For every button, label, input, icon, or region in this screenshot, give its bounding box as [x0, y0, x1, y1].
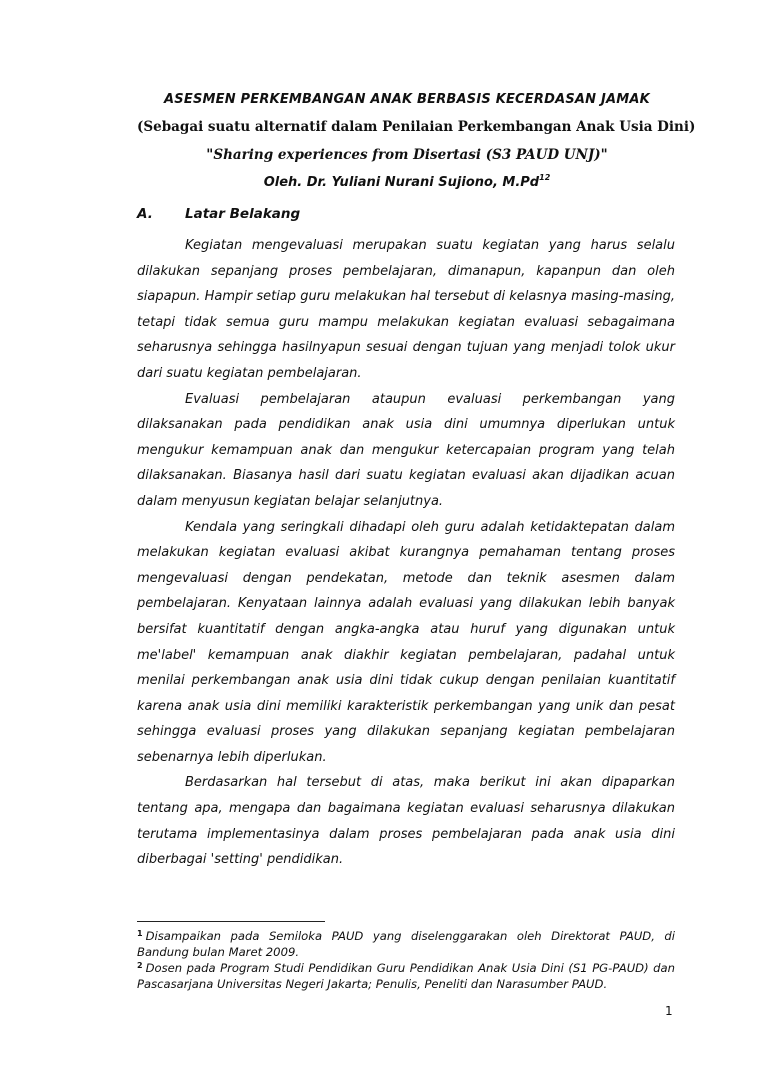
- body-text: [137, 233, 675, 873]
- paragraph: Kendala yang seringkali dihadapi oleh guru adalah ketidaktepatan dalam melakukan kegiatan evaluasi akibat kurangnya pemahaman tentang proses mengevaluasi dengan pendekatan, metode dan teknik asesmen dalam pembelajaran. Kenyataan lainnya adalah evaluasi yang dilakukan lebih banyak bersifat kuantitatif dengan angka-angka atau huruf yang digunakan untuk me'label' kemampuan anak diakhir kegiatan pembelajaran, padahal untuk menilai perkembangan anak usia dini tidak cukup dengan penilaian kuantitatif karena anak usia dini memiliki karakteristik perkembangan yang unik dan pesat sehingga evaluasi proses yang dilakukan sepanjang kegiatan pembelajaran sebenarnya lebih diperlukan.: [137, 519, 675, 765]
- footnote-mark: 1: [137, 929, 143, 938]
- section-heading: [137, 206, 300, 222]
- footnote: [137, 928, 675, 960]
- section-title: Latar Belakang: [185, 206, 301, 222]
- paragraph: Berdasarkan hal tersebut di atas, maka berikut ini akan dipaparkan tentang apa, mengapa dan bagaimana kegiatan evaluasi seharusnya dilakukan terutama implementasinya dalam proses pembelajaran pada anak usia dini diberbagai 'setting' pendidikan.: [137, 775, 675, 868]
- footnotes: [137, 928, 675, 992]
- footnote-text: Dosen pada Program Studi Pendidikan Guru Pendidikan Anak Usia Dini (S1 PG-PAUD) dan Pascasarjana Universitas Negeri Jakarta; Penulis, Peneliti dan Narasumber PAUD.: [137, 961, 675, 991]
- footnote-text: Disampaikan pada Semiloka PAUD yang diselenggarakan oleh Direktorat PAUD, di Bandung bulan Maret 2009.: [137, 929, 675, 959]
- document-tagline: "Sharing experiences from Disertasi (S3 PAUD UNJ)": [206, 147, 608, 163]
- footnote-mark: 2: [137, 961, 143, 970]
- section-number: A.: [137, 206, 153, 222]
- document-title: ASESMEN PERKEMBANGAN ANAK BERBASIS KECERDASAN JAMAK: [164, 92, 650, 107]
- document-subtitle: (Sebagai suatu alternatif dalam Penilaian Perkembangan Anak Usia Dini): [137, 119, 696, 135]
- paragraph: Evaluasi pembelajaran ataupun evaluasi perkembangan yang dilaksanakan pada pendidikan anak usia dini umumnya diperlukan untuk mengukur kemampuan anak dan mengukur ketercapaian program yang telah dilaksanakan. Biasanya hasil dari suatu kegiatan evaluasi akan dijadikan acuan dalam menyusun kegiatan belajar selanjutnya.: [137, 391, 675, 509]
- page-number: 1: [665, 1004, 673, 1018]
- footnote-separator: [137, 921, 325, 922]
- paragraph: Kegiatan mengevaluasi merupakan suatu kegiatan yang harus selalu dilakukan sepanjang proses pembelajaran, dimanapun, kapanpun dan oleh siapapun. Hampir setiap guru melakukan hal tersebut di kelasnya masing-masing, tetapi tidak semua guru mampu melakukan kegiatan evaluasi sebagaimana seharusnya sehingga hasilnyapun sesuai dengan tujuan yang menjadi tolok ukur dari suatu kegiatan pembelajaran.: [137, 238, 675, 381]
- author-name: Oleh. Dr. Yuliani Nurani Sujiono, M.Pd: [263, 175, 540, 190]
- author-footnote-marks: 12: [539, 173, 551, 182]
- author-line: [137, 175, 677, 190]
- footnote: [137, 960, 675, 992]
